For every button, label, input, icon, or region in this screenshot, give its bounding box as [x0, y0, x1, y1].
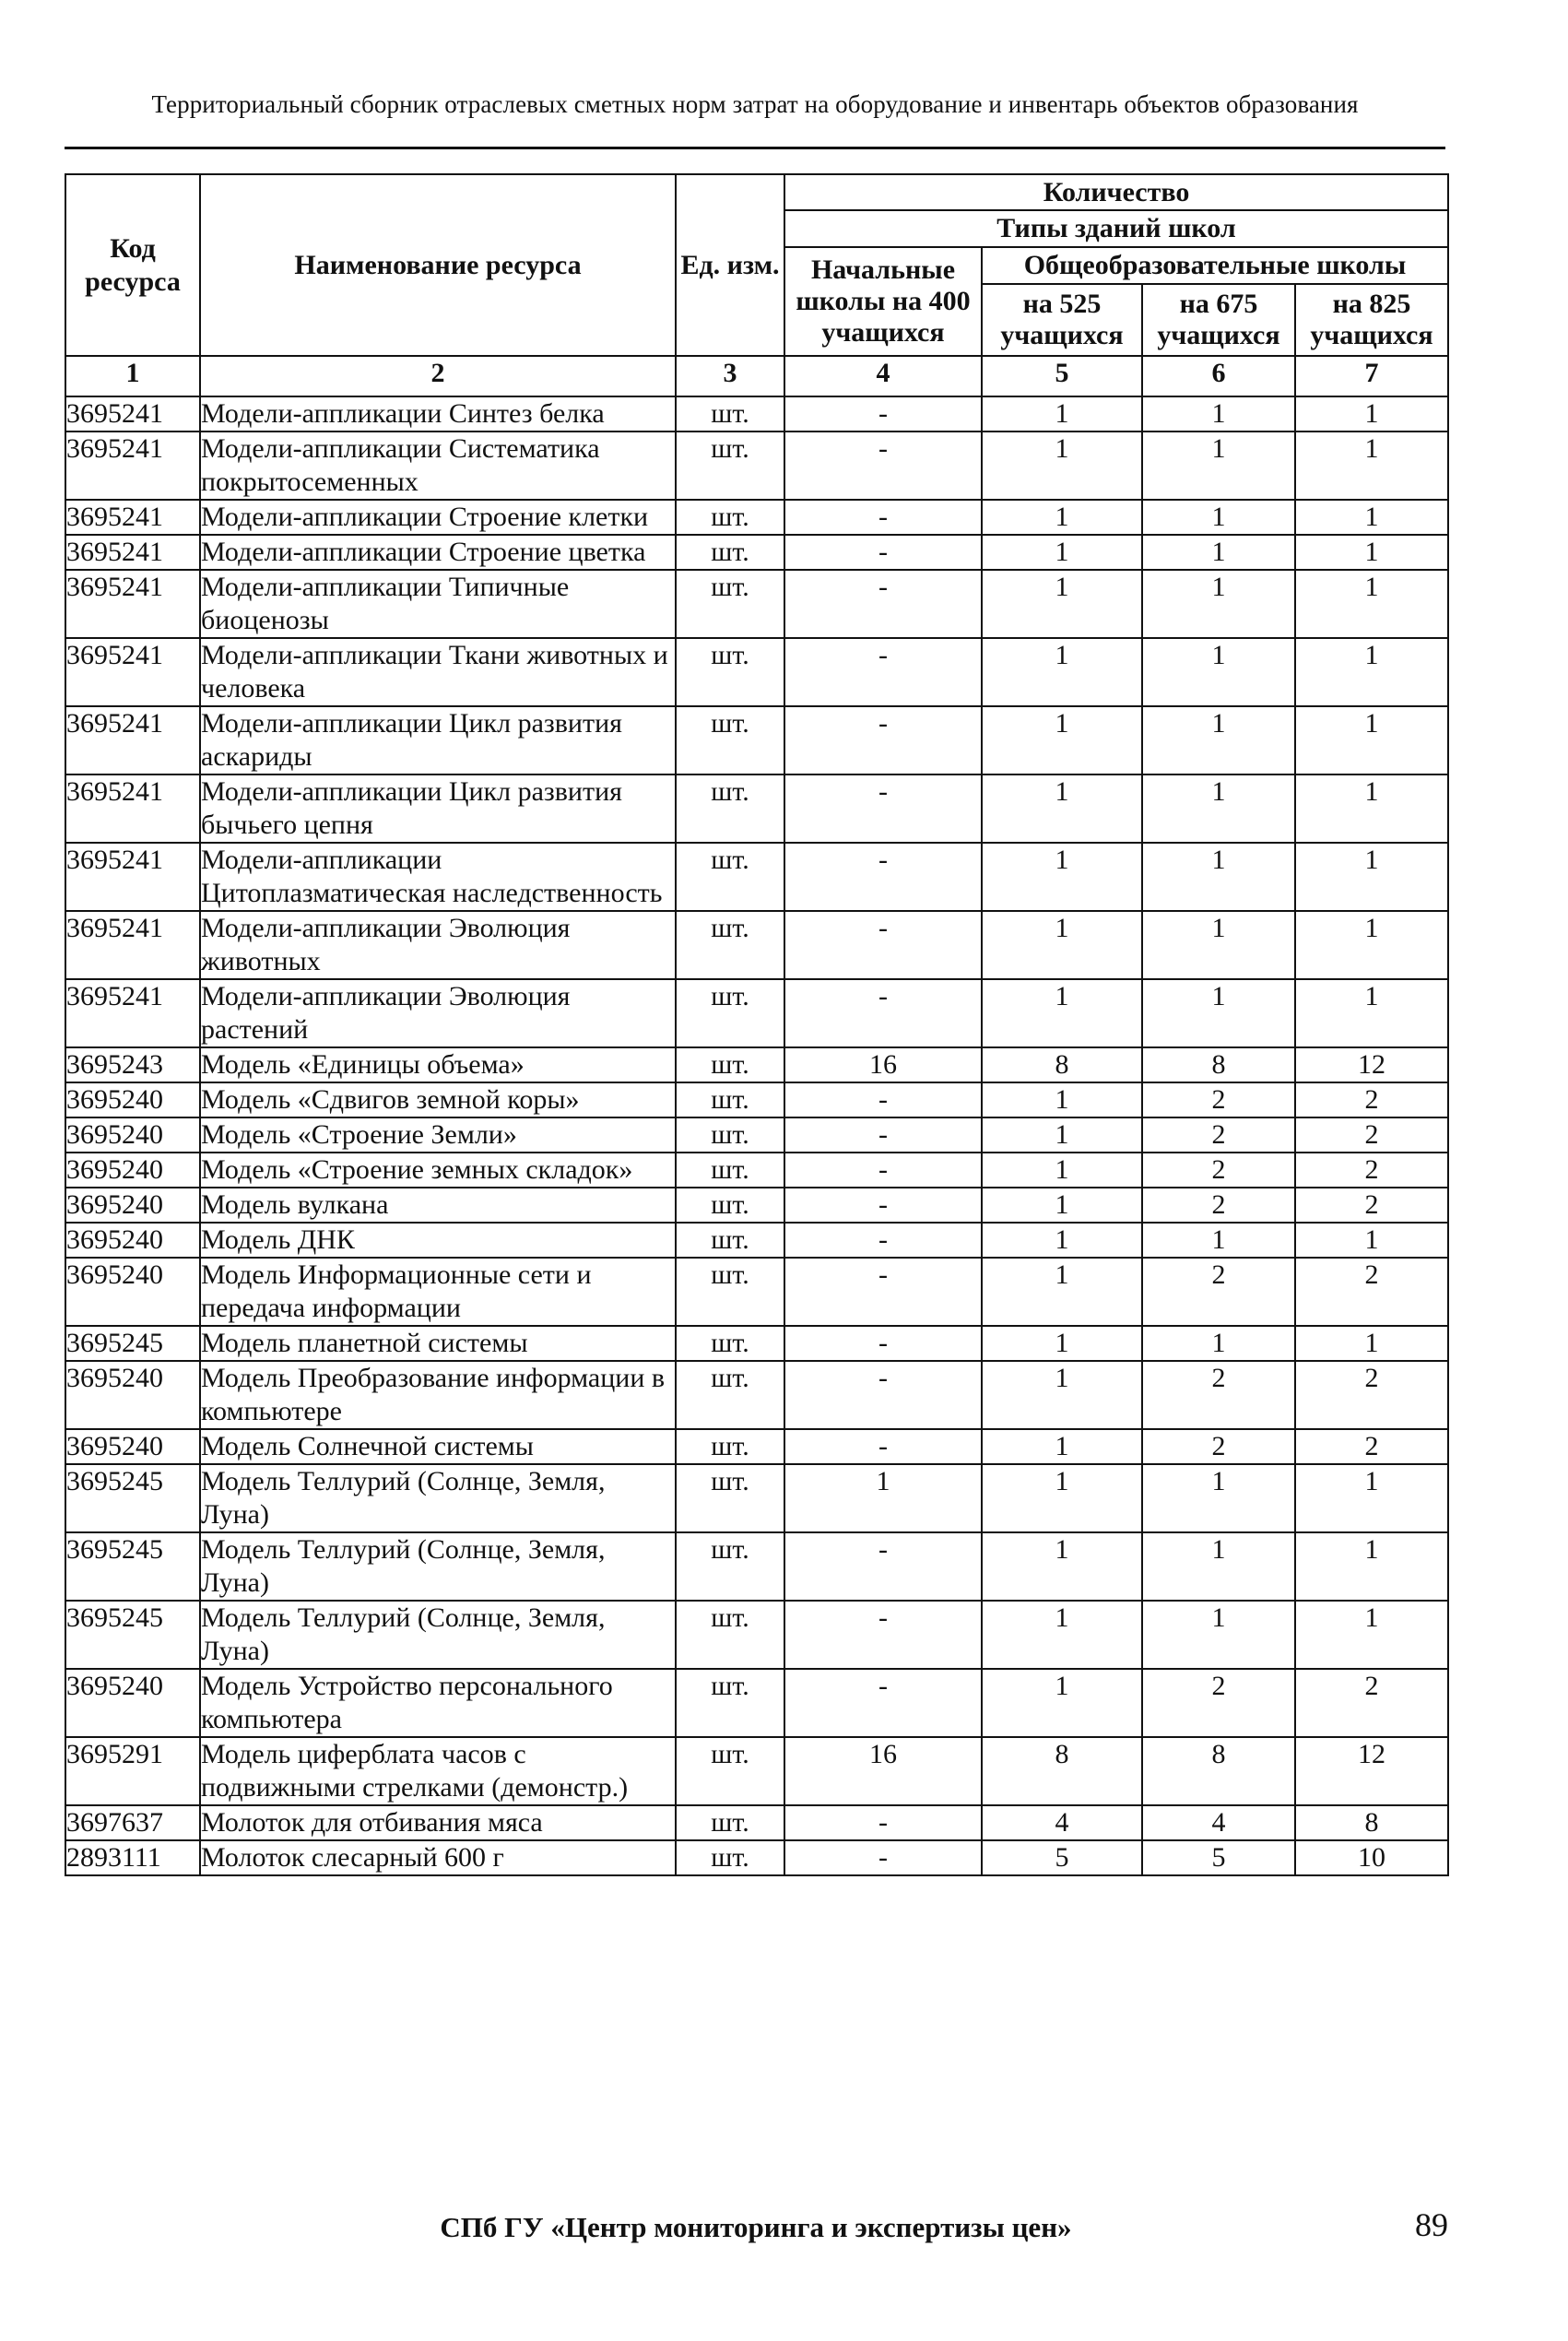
table-row [65, 1153, 1448, 1188]
cell-code: 3695240 [65, 1669, 200, 1737]
cell-name: Модель «Единицы объема» [200, 1047, 676, 1082]
cell-c6: 2 [1142, 1429, 1295, 1464]
cell-name: Модель циферблата часов с подвижными стрелками (демонстр.) [200, 1737, 676, 1805]
cell-c5: 1 [982, 774, 1142, 843]
cell-c4: - [784, 638, 982, 706]
cell-c6: 2 [1142, 1669, 1295, 1737]
cell-c5: 1 [982, 1117, 1142, 1153]
cell-c4: - [784, 1669, 982, 1737]
col-num-5: 5 [982, 356, 1142, 396]
col-num-6: 6 [1142, 356, 1295, 396]
cell-c4: - [784, 1326, 982, 1361]
cell-name: Модели-аппликации Типичные биоценозы [200, 570, 676, 638]
col-head-name: Наименование ресурса [200, 174, 676, 356]
cell-name: Модель Теллурий (Солнце, Земля, Луна) [200, 1601, 676, 1669]
table-row [65, 535, 1448, 570]
cell-c4: - [784, 1805, 982, 1840]
cell-unit: шт. [676, 396, 784, 432]
cell-name: Модель «Сдвигов земной коры» [200, 1082, 676, 1117]
cell-c5: 1 [982, 535, 1142, 570]
cell-code: 3695241 [65, 911, 200, 979]
cell-name: Модель вулкана [200, 1188, 676, 1223]
cell-code: 3695240 [65, 1258, 200, 1326]
cell-c7: 2 [1295, 1258, 1448, 1326]
cell-c6: 1 [1142, 500, 1295, 535]
cell-c7: 2 [1295, 1117, 1448, 1153]
cell-c5: 8 [982, 1737, 1142, 1805]
cell-name: Модель Теллурий (Солнце, Земля, Луна) [200, 1532, 676, 1601]
table-row [65, 1361, 1448, 1429]
cell-c5: 1 [982, 1188, 1142, 1223]
table-row [65, 1082, 1448, 1117]
cell-c4: - [784, 1153, 982, 1188]
cell-c6: 1 [1142, 570, 1295, 638]
cell-c6: 1 [1142, 638, 1295, 706]
cell-code: 3697637 [65, 1805, 200, 1840]
cell-unit: шт. [676, 1153, 784, 1188]
table-body [65, 356, 1448, 1875]
cell-c4: - [784, 843, 982, 911]
cell-c4: - [784, 706, 982, 774]
cell-c4: - [784, 1082, 982, 1117]
cell-c6: 1 [1142, 535, 1295, 570]
cell-c5: 1 [982, 1223, 1142, 1258]
cell-unit: шт. [676, 979, 784, 1047]
cell-code: 3695241 [65, 979, 200, 1047]
cell-name: Молоток для отбивания мяса [200, 1805, 676, 1840]
cell-c4: - [784, 774, 982, 843]
cell-c6: 1 [1142, 1223, 1295, 1258]
cell-c4: - [784, 1429, 982, 1464]
cell-unit: шт. [676, 706, 784, 774]
cell-code: 3695241 [65, 500, 200, 535]
cell-c7: 12 [1295, 1047, 1448, 1082]
cell-code: 3695240 [65, 1223, 200, 1258]
cell-c5: 1 [982, 1082, 1142, 1117]
cell-code: 3695245 [65, 1326, 200, 1361]
cell-c6: 1 [1142, 1601, 1295, 1669]
cell-c7: 1 [1295, 843, 1448, 911]
cell-unit: шт. [676, 1737, 784, 1805]
cell-c7: 1 [1295, 1601, 1448, 1669]
col-head-quantity: Количество [784, 174, 1448, 210]
cell-c4: - [784, 1117, 982, 1153]
cell-name: Модель Солнечной системы [200, 1429, 676, 1464]
cell-c5: 1 [982, 396, 1142, 432]
cell-code: 3695240 [65, 1429, 200, 1464]
table-row [65, 1326, 1448, 1361]
col-head-general: Общеобразовательные школы [982, 247, 1448, 284]
cell-c7: 1 [1295, 979, 1448, 1047]
col-head-code: Код ресурса [65, 174, 200, 356]
cell-code: 3695243 [65, 1047, 200, 1082]
table-row [65, 500, 1448, 535]
cell-c7: 1 [1295, 535, 1448, 570]
cell-c6: 1 [1142, 396, 1295, 432]
cell-unit: шт. [676, 774, 784, 843]
cell-c5: 1 [982, 1153, 1142, 1188]
header-rule [65, 147, 1445, 149]
cell-code: 3695241 [65, 638, 200, 706]
cell-c6: 8 [1142, 1737, 1295, 1805]
cell-name: Модели-аппликации Строение клетки [200, 500, 676, 535]
table-row [65, 1805, 1448, 1840]
cell-unit: шт. [676, 1047, 784, 1082]
cell-code: 3695240 [65, 1153, 200, 1188]
running-header: Территориальный сборник отраслевых сметных норм затрат на оборудование и инвентарь объектов образования [151, 90, 1359, 118]
cell-c6: 1 [1142, 706, 1295, 774]
cell-c7: 1 [1295, 396, 1448, 432]
cell-c7: 12 [1295, 1737, 1448, 1805]
cell-c5: 1 [982, 1464, 1142, 1532]
cell-name: Модель Преобразование информации в компьютере [200, 1361, 676, 1429]
cell-c5: 1 [982, 706, 1142, 774]
cell-name: Модели-аппликации Цикл развития бычьего цепня [200, 774, 676, 843]
table-row [65, 1532, 1448, 1601]
cell-name: Модель ДНК [200, 1223, 676, 1258]
cell-code: 3695240 [65, 1361, 200, 1429]
cell-unit: шт. [676, 1464, 784, 1532]
cell-c5: 1 [982, 1361, 1142, 1429]
cell-unit: шт. [676, 1223, 784, 1258]
table-row [65, 1429, 1448, 1464]
cell-name: Модели-аппликации Синтез белка [200, 396, 676, 432]
cell-code: 3695240 [65, 1188, 200, 1223]
cell-c5: 1 [982, 1669, 1142, 1737]
cell-c7: 1 [1295, 1532, 1448, 1601]
table-row [65, 1258, 1448, 1326]
col-num-1: 1 [65, 356, 200, 396]
col-num-4: 4 [784, 356, 982, 396]
cell-c6: 2 [1142, 1082, 1295, 1117]
table-row [65, 432, 1448, 500]
cell-c5: 1 [982, 979, 1142, 1047]
cell-name: Модели-аппликации Строение цветка [200, 535, 676, 570]
cell-unit: шт. [676, 843, 784, 911]
cell-c4: - [784, 432, 982, 500]
column-number-row [65, 356, 1448, 396]
cell-c6: 2 [1142, 1361, 1295, 1429]
cell-c6: 2 [1142, 1258, 1295, 1326]
cell-code: 3695241 [65, 535, 200, 570]
cell-name: Модель «Строение земных складок» [200, 1153, 676, 1188]
cell-c7: 1 [1295, 432, 1448, 500]
cell-c7: 1 [1295, 570, 1448, 638]
col-num-3: 3 [676, 356, 784, 396]
col-num-2: 2 [200, 356, 676, 396]
cell-c7: 1 [1295, 1464, 1448, 1532]
table-row [65, 774, 1448, 843]
table-row [65, 1223, 1448, 1258]
cell-code: 3695245 [65, 1532, 200, 1601]
cell-code: 3695241 [65, 774, 200, 843]
cell-c7: 2 [1295, 1188, 1448, 1223]
cell-name: Модель Устройство персонального компьютера [200, 1669, 676, 1737]
table-row [65, 1601, 1448, 1669]
cell-c7: 1 [1295, 638, 1448, 706]
cell-c6: 1 [1142, 911, 1295, 979]
cell-c7: 1 [1295, 706, 1448, 774]
col-head-g825: на 825 учащихся [1295, 284, 1448, 356]
col-num-7: 7 [1295, 356, 1448, 396]
cell-c7: 10 [1295, 1840, 1448, 1875]
cell-c5: 1 [982, 843, 1142, 911]
cell-c6: 8 [1142, 1047, 1295, 1082]
table-row [65, 843, 1448, 911]
cell-code: 3695245 [65, 1601, 200, 1669]
cell-c5: 1 [982, 1258, 1142, 1326]
cell-unit: шт. [676, 1601, 784, 1669]
cell-name: Модель планетной системы [200, 1326, 676, 1361]
cell-c4: - [784, 1361, 982, 1429]
cell-c5: 1 [982, 638, 1142, 706]
cell-c5: 1 [982, 500, 1142, 535]
cell-c7: 2 [1295, 1429, 1448, 1464]
col-head-unit: Ед. изм. [676, 174, 784, 356]
cell-unit: шт. [676, 1326, 784, 1361]
cell-code: 3695241 [65, 843, 200, 911]
cell-name: Модели-аппликации Систематика покрытосеменных [200, 432, 676, 500]
table-row [65, 1464, 1448, 1532]
cell-c4: - [784, 1601, 982, 1669]
cell-c4: 16 [784, 1737, 982, 1805]
cell-c7: 1 [1295, 500, 1448, 535]
cell-unit: шт. [676, 1188, 784, 1223]
cell-c6: 1 [1142, 1532, 1295, 1601]
table-row [65, 1188, 1448, 1223]
table-row [65, 396, 1448, 432]
cell-c7: 8 [1295, 1805, 1448, 1840]
cell-unit: шт. [676, 1258, 784, 1326]
cell-c4: - [784, 911, 982, 979]
cell-c4: 1 [784, 1464, 982, 1532]
cell-name: Молоток слесарный 600 г [200, 1840, 676, 1875]
cell-name: Модель Информационные сети и передача информации [200, 1258, 676, 1326]
cell-name: Модели-аппликации Цитоплазматическая наследственность [200, 843, 676, 911]
table-row [65, 1669, 1448, 1737]
cell-unit: шт. [676, 911, 784, 979]
page-number: 89 [1415, 2206, 1448, 2243]
col-head-g525: на 525 учащихся [982, 284, 1142, 356]
cell-c6: 2 [1142, 1188, 1295, 1223]
table-row [65, 1840, 1448, 1875]
cell-c7: 2 [1295, 1669, 1448, 1737]
cell-code: 3695291 [65, 1737, 200, 1805]
cell-c6: 5 [1142, 1840, 1295, 1875]
cell-c4: - [784, 570, 982, 638]
cell-code: 3695240 [65, 1082, 200, 1117]
cell-c4: - [784, 1840, 982, 1875]
cell-c6: 1 [1142, 843, 1295, 911]
cell-code: 3695245 [65, 1464, 200, 1532]
table-row [65, 979, 1448, 1047]
cell-c5: 1 [982, 1326, 1142, 1361]
cell-c4: - [784, 396, 982, 432]
table-row [65, 570, 1448, 638]
cell-c4: - [784, 500, 982, 535]
cell-name: Модель Теллурий (Солнце, Земля, Луна) [200, 1464, 676, 1532]
cell-unit: шт. [676, 1117, 784, 1153]
cell-c5: 5 [982, 1840, 1142, 1875]
table-row [65, 911, 1448, 979]
cell-c6: 2 [1142, 1153, 1295, 1188]
cell-name: Модели-аппликации Эволюция растений [200, 979, 676, 1047]
cell-code: 3695241 [65, 706, 200, 774]
cell-c4: - [784, 979, 982, 1047]
cell-code: 3695240 [65, 1117, 200, 1153]
col-head-primary: Начальные школы на 400 учащихся [784, 247, 982, 356]
cell-c4: 16 [784, 1047, 982, 1082]
cell-c4: - [784, 1188, 982, 1223]
cell-c5: 8 [982, 1047, 1142, 1082]
cell-c6: 4 [1142, 1805, 1295, 1840]
col-head-building-types: Типы зданий школ [784, 210, 1448, 247]
cell-c6: 1 [1142, 979, 1295, 1047]
cell-c6: 1 [1142, 1464, 1295, 1532]
cell-unit: шт. [676, 1840, 784, 1875]
cell-unit: шт. [676, 432, 784, 500]
cell-c7: 2 [1295, 1153, 1448, 1188]
cell-code: 3695241 [65, 570, 200, 638]
cell-c6: 2 [1142, 1117, 1295, 1153]
cell-c4: - [784, 1223, 982, 1258]
cell-c5: 1 [982, 1429, 1142, 1464]
table-row [65, 1117, 1448, 1153]
cell-c6: 1 [1142, 774, 1295, 843]
cell-unit: шт. [676, 638, 784, 706]
cell-unit: шт. [676, 1669, 784, 1737]
col-head-g675: на 675 учащихся [1142, 284, 1295, 356]
footer-org: СПб ГУ «Центр мониторинга и экспертизы цен» [440, 2211, 1072, 2243]
cell-c7: 1 [1295, 1326, 1448, 1361]
cell-unit: шт. [676, 500, 784, 535]
cell-c5: 1 [982, 1601, 1142, 1669]
table-row [65, 1047, 1448, 1082]
cell-unit: шт. [676, 535, 784, 570]
resource-table [65, 173, 1449, 1876]
cell-c5: 1 [982, 911, 1142, 979]
cell-unit: шт. [676, 570, 784, 638]
cell-c7: 2 [1295, 1361, 1448, 1429]
cell-name: Модели-аппликации Ткани животных и человека [200, 638, 676, 706]
cell-c7: 1 [1295, 774, 1448, 843]
cell-unit: шт. [676, 1082, 784, 1117]
cell-c5: 1 [982, 570, 1142, 638]
cell-unit: шт. [676, 1361, 784, 1429]
cell-code: 3695241 [65, 432, 200, 500]
cell-c4: - [784, 1532, 982, 1601]
cell-c7: 1 [1295, 911, 1448, 979]
cell-name: Модели-аппликации Эволюция животных [200, 911, 676, 979]
table-row [65, 1737, 1448, 1805]
cell-code: 3695241 [65, 396, 200, 432]
table-row [65, 706, 1448, 774]
cell-unit: шт. [676, 1532, 784, 1601]
table-row [65, 638, 1448, 706]
cell-code: 2893111 [65, 1840, 200, 1875]
cell-c6: 1 [1142, 1326, 1295, 1361]
cell-name: Модели-аппликации Цикл развития аскариды [200, 706, 676, 774]
cell-c6: 1 [1142, 432, 1295, 500]
cell-c5: 4 [982, 1805, 1142, 1840]
cell-unit: шт. [676, 1429, 784, 1464]
cell-c5: 1 [982, 1532, 1142, 1601]
cell-c7: 2 [1295, 1082, 1448, 1117]
cell-c4: - [784, 535, 982, 570]
cell-name: Модель «Строение Земли» [200, 1117, 676, 1153]
cell-c5: 1 [982, 432, 1142, 500]
cell-c7: 1 [1295, 1223, 1448, 1258]
cell-c4: - [784, 1258, 982, 1326]
cell-unit: шт. [676, 1805, 784, 1840]
